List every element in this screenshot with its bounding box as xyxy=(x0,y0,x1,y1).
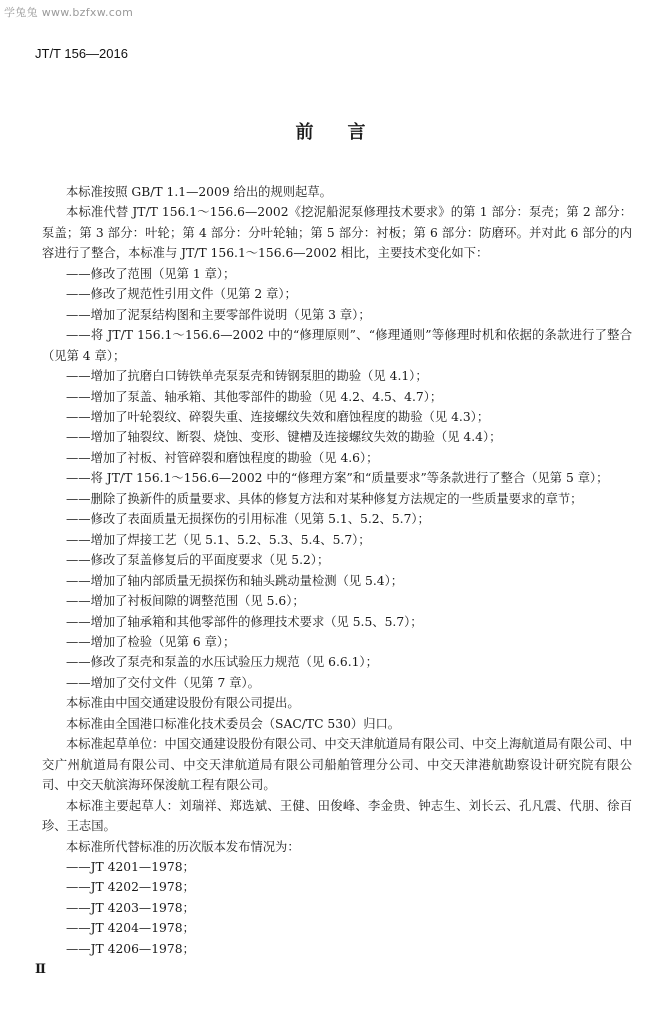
change-item: ——增加了交付文件（见第 7 章）。 xyxy=(66,675,260,690)
change-item: ——增加了叶轮裂纹、碎裂失重、连接螺纹失效和磨蚀程度的勘验（见 4.3）； xyxy=(66,409,490,424)
history-item: ——JT 4204—1978； xyxy=(66,921,195,936)
paragraph-history-intro: 本标准所代替标准的历次版本发布情况为： xyxy=(66,839,300,854)
change-item: ——增加了轴内部质量无损探伤和轴头跳动量检测（见 5.4）； xyxy=(66,573,404,588)
history-item: ——JT 4201—1978； xyxy=(66,859,195,874)
change-item: ——增加了泵盖、轴承箱、其他零部件的勘验（见 4.2、4.5、4.7）； xyxy=(66,389,443,404)
change-item: ——修改了泵壳和泵盖的水压试验压力规范（见 6.6.1）； xyxy=(66,655,378,670)
change-item: ——增加了轴承箱和其他零部件的修理技术要求（见 5.5、5.7）； xyxy=(66,614,423,629)
change-item: ——修改了泵盖修复后的平面度要求（见 5.2）； xyxy=(66,553,330,568)
page-title: 前言 xyxy=(295,122,400,143)
change-item: ——修改了规范性引用文件（见第 2 章）； xyxy=(66,287,297,302)
paragraph-committee: 本标准由全国港口标准化技术委员会（SAC/TC 530）归口。 xyxy=(66,716,401,731)
change-item: ——增加了检验（见第 6 章）； xyxy=(66,634,236,649)
paragraph-proposer: 本标准由中国交通建设股份有限公司提出。 xyxy=(66,696,300,711)
change-item: ——修改了表面质量无损探伤的引用标准（见第 5.1、5.2、5.7）； xyxy=(66,512,430,527)
foreword-body xyxy=(42,182,632,959)
change-item: ——增加了抗磨白口铸铁单壳泵泵壳和铸钢泵胆的勘验（见 4.1）； xyxy=(66,369,428,384)
change-item: ——增加了衬板、衬管碎裂和磨蚀程度的勘验（见 4.6）； xyxy=(66,450,379,465)
history-item: ——JT 4202—1978； xyxy=(66,880,195,895)
paragraph-replacement: 本标准代替 JT/T 156.1～156.6—2002《挖泥船泥泵修理技术要求》的第 1 部分：泵壳；第 2 部分：泵盖；第 3 部分：叶轮；第 4 部分：分叶轮轴；第 5 部分：衬板；第 6 部分：防磨环。并对此 6 部分的内容进行了整合，本标准与 JT/T 156.1～156.6—2002 相比，主要技术变化如下： xyxy=(42,205,632,261)
change-item: ——删除了换新件的质量要求、具体的修复方法和对某种修复方法规定的一些质量要求的章节； xyxy=(66,491,583,506)
change-item: ——增加了轴裂纹、断裂、烧蚀、变形、键槽及连接螺纹失效的勘验（见 4.4）； xyxy=(66,430,502,445)
change-item: ——增加了衬板间隙的调整范围（见 5.6）； xyxy=(66,594,305,609)
paragraph-drafting-rule: 本标准按照 GB/T 1.1—2009 给出的规则起草。 xyxy=(66,185,332,199)
history-item: ——JT 4206—1978； xyxy=(66,941,195,956)
paragraph-drafting-units: 本标准起草单位：中国交通建设股份有限公司、中交天津航道局有限公司、中交上海航道局有限公司、中交广州航道局有限公司、中交天津航道局有限公司船舶管理分公司、中交天津港航勘察设计研究院有限公司、中交天航滨海环保浚航工程有限公司。 xyxy=(42,737,632,793)
change-item: ——增加了泥泵结构图和主要零部件说明（见第 3 章）； xyxy=(66,307,371,322)
change-item: ——将 JT/T 156.1～156.6—2002 中的“修理原则”、“修理通则”等修理时机和依据的条款进行了整合（见第 4 章）； xyxy=(42,328,632,363)
standard-code-header: JT/T 156—2016 xyxy=(35,46,128,61)
page-number: Ⅱ xyxy=(35,962,46,977)
change-item: ——将 JT/T 156.1～156.6—2002 中的“修理方案”和“质量要求”等条款进行了整合（见第 5 章）； xyxy=(66,471,609,486)
change-item: ——修改了范围（见第 1 章）； xyxy=(66,266,236,281)
history-item: ——JT 4203—1978； xyxy=(66,900,195,915)
watermark: 学兔兔 www.bzfxw.com xyxy=(4,6,134,19)
paragraph-drafters: 本标准主要起草人：刘瑞祥、郑选斌、王健、田俊峰、李金贵、钟志生、刘长云、孔凡震、代朋、徐百珍、王志国。 xyxy=(42,798,632,834)
change-item: ——增加了焊接工艺（见 5.1、5.2、5.3、5.4、5.7）； xyxy=(66,532,371,547)
